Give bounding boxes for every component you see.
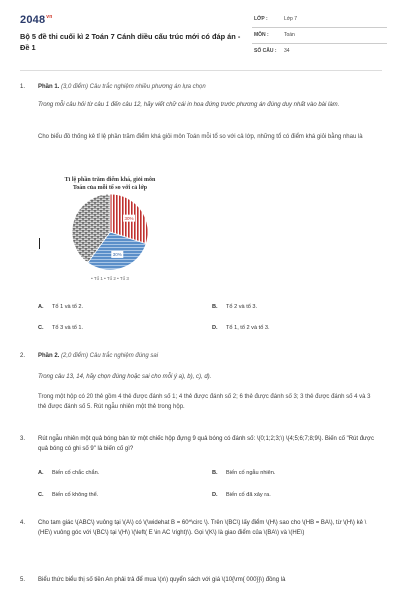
- chart-title-line-1: Tỉ lệ phần trăm điểm khá, giỏi môn: [64, 177, 156, 183]
- text-cursor: [39, 238, 40, 249]
- part1-instruction: Trong mỗi câu hỏi từ câu 1 đến câu 12, hãy viết chữ cái in hoa đứng trước phương án đúng duy nhất vào bài làm.: [38, 102, 340, 108]
- meta-row-count: SỐ CÂU : 34: [254, 48, 290, 54]
- meta-row-class: LỚP : Lớp 7: [252, 12, 387, 28]
- chart-legend: • Tổ 1 • Tổ 2 • Tổ 3: [91, 276, 129, 281]
- page-header: [0, 0, 400, 64]
- meta-row-subject: MÔN : Toán: [252, 28, 387, 44]
- header-divider: [20, 70, 382, 71]
- part2-text: Trong một hộp có 20 thẻ gồm 4 thẻ được đánh số 1; 4 thẻ được đánh số 2; 6 thẻ được đánh số 3; 3 thẻ được đánh số 4 và 3 thẻ được đánh số 5. Rút ngẫu nhiên một thẻ trong hộp.: [38, 394, 371, 410]
- page-title: Bộ 5 đề thi cuối kì 2 Toán 7 Cánh diều cấu trúc mới có đáp án - Đề 1: [20, 32, 241, 52]
- meta-table: [252, 12, 387, 59]
- site-logo[interactable]: $2048^{vn}$: [20, 14, 53, 26]
- part2-instruction: Trong câu 13, 14, hãy chọn đúng hoặc sai cho mỗi ý a), b), c), d).: [38, 374, 212, 380]
- chart-title-line-2: Toán của mỗi tổ so với cả lớp: [72, 185, 148, 191]
- question-1-text: Cho biểu đồ thống kê tỉ lệ phần trăm điểm khá giỏi môn Toán mỗi tổ so với cả lớp, những tổ có điểm khá giỏi bằng nhau là: [38, 134, 363, 140]
- pie-label-1: 30%: [124, 215, 134, 221]
- pie-chart: [50, 172, 170, 292]
- pie-label-2: 30%: [112, 252, 122, 258]
